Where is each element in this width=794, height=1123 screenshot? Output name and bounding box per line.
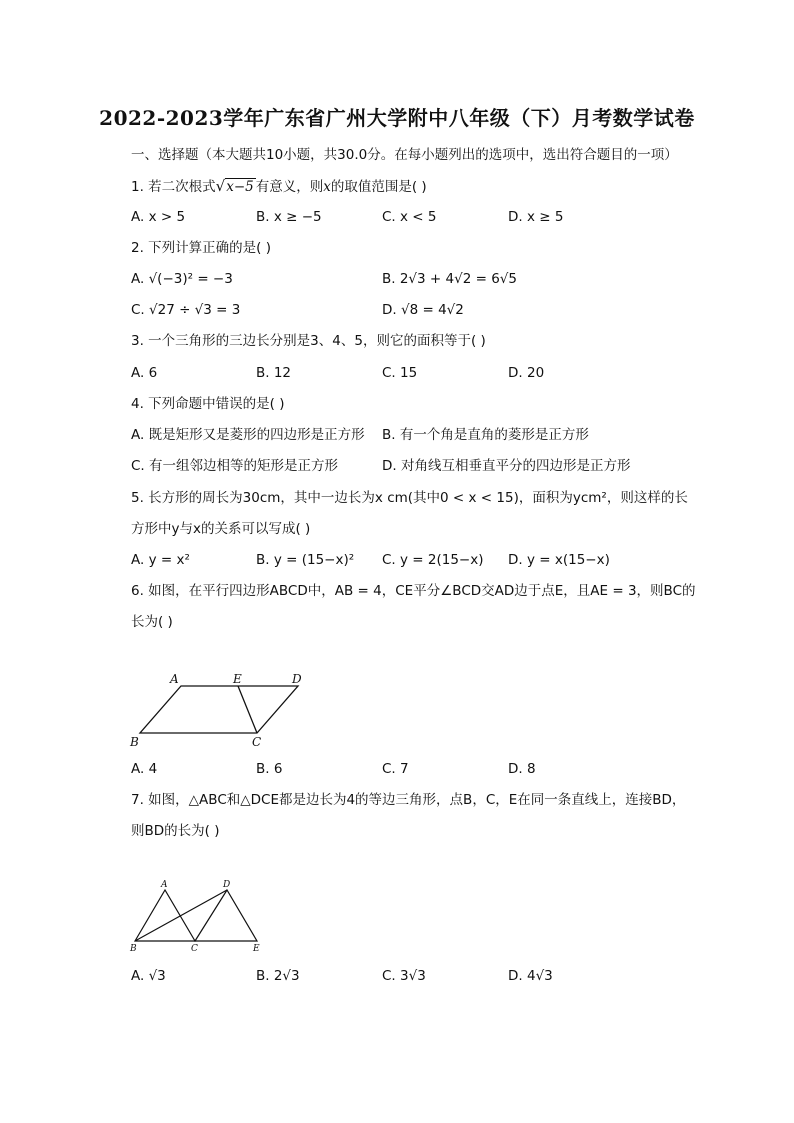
question-7-line-2: 则BD的长为( ): [131, 823, 220, 839]
sqrt-symbol: √: [215, 177, 226, 195]
question-3: 3. 一个三角形的三边长分别是3、4、5，则它的面积等于( ): [131, 333, 486, 349]
label-e: E: [233, 672, 242, 686]
question-2: 2. 下列计算正确的是( ): [131, 240, 271, 256]
section-heading: 一、选择题（本大题共10小题，共30.0分。在每小题列出的选项中，选出符合题目的一项）: [131, 147, 678, 163]
q1-option-c: C. x < 5: [382, 209, 437, 225]
segment-bd: [135, 890, 227, 941]
q1-option-b: B. x ≥ −5: [256, 209, 322, 225]
label-b: B: [130, 735, 139, 749]
label-c: C: [191, 944, 198, 954]
label-d: D: [223, 880, 231, 890]
q6-option-c: C. 7: [382, 761, 409, 777]
label-d: D: [292, 672, 302, 686]
q1-var: x: [323, 179, 331, 195]
q5-option-c: C. y = 2(15−x): [382, 552, 484, 568]
question-4: 4. 下列命题中错误的是( ): [131, 396, 285, 412]
q7-option-d: D. 4√3: [508, 968, 553, 984]
q2-option-d: D. √8 = 4√2: [382, 302, 464, 318]
q1-option-a: A. x > 5: [131, 209, 186, 225]
q1-option-d: D. x ≥ 5: [508, 209, 564, 225]
question-5-line-1: 5. 长方形的周长为30cm，其中一边长为x cm(其中0 < x < 15)，面积为ycm²，则这样的长: [131, 490, 688, 506]
label-b: B: [130, 944, 137, 954]
q2-option-a: A. √(−3)² = −3: [131, 271, 233, 287]
q2-option-b: B. 2√3 + 4√2 = 6√5: [382, 271, 517, 287]
triangle-abc: [135, 890, 195, 941]
label-a: A: [161, 880, 168, 890]
q4-option-a: A. 既是矩形又是菱形的四边形是正方形: [131, 427, 365, 443]
q4-option-c: C. 有一组邻边相等的矩形是正方形: [131, 458, 339, 474]
triangle-dce: [195, 890, 257, 941]
q7-option-b: B. 2√3: [256, 968, 300, 984]
question-6-line-2: 长为( ): [131, 614, 173, 630]
q6-option-a: A. 4: [131, 761, 158, 777]
question-6-line-1: 6. 如图，在平行四边形ABCD中，AB = 4，CE平分∠BCD交AD边于点E，且AE = 3，则BC的: [131, 583, 696, 599]
q4-option-b: B. 有一个角是直角的菱形是正方形: [382, 427, 589, 443]
q3-option-a: A. 6: [131, 365, 158, 381]
q6-option-b: B. 6: [256, 761, 283, 777]
q3-option-c: C. 15: [382, 365, 418, 381]
q6-option-d: D. 8: [508, 761, 536, 777]
q3-option-d: D. 20: [508, 365, 545, 381]
q5-option-b: B. y = (15−x)²: [256, 552, 355, 568]
q1-stem-b: 有意义，则: [255, 179, 324, 195]
label-a: A: [170, 672, 179, 686]
q1-radicand: x−5: [226, 179, 254, 195]
q3-option-b: B. 12: [256, 365, 292, 381]
q1-stem-a: 1. 若二次根式: [131, 179, 216, 195]
q2-option-c: C. √27 ÷ √3 = 3: [131, 302, 241, 318]
question-5-line-2: 方形中y与x的关系可以写成( ): [131, 521, 311, 537]
q5-option-a: A. y = x²: [131, 552, 190, 568]
q5-option-d: D. y = x(15−x): [508, 552, 610, 568]
question-7-line-1: 7. 如图，△ABC和△DCE都是边长为4的等边三角形，点B，C，E在同一条直线上，连接BD，: [131, 792, 686, 808]
label-c: C: [252, 735, 262, 749]
q1-stem-c: 的取值范围是( ): [330, 179, 427, 195]
label-e: E: [253, 944, 260, 954]
q4-option-d: D. 对角线互相垂直平分的四边形是正方形: [382, 458, 631, 474]
q7-option-c: C. 3√3: [382, 968, 426, 984]
page-title: 2022-2023学年广东省广州大学附中八年级（下）月考数学试卷: [99, 106, 695, 130]
q7-option-a: A. √3: [131, 968, 166, 984]
